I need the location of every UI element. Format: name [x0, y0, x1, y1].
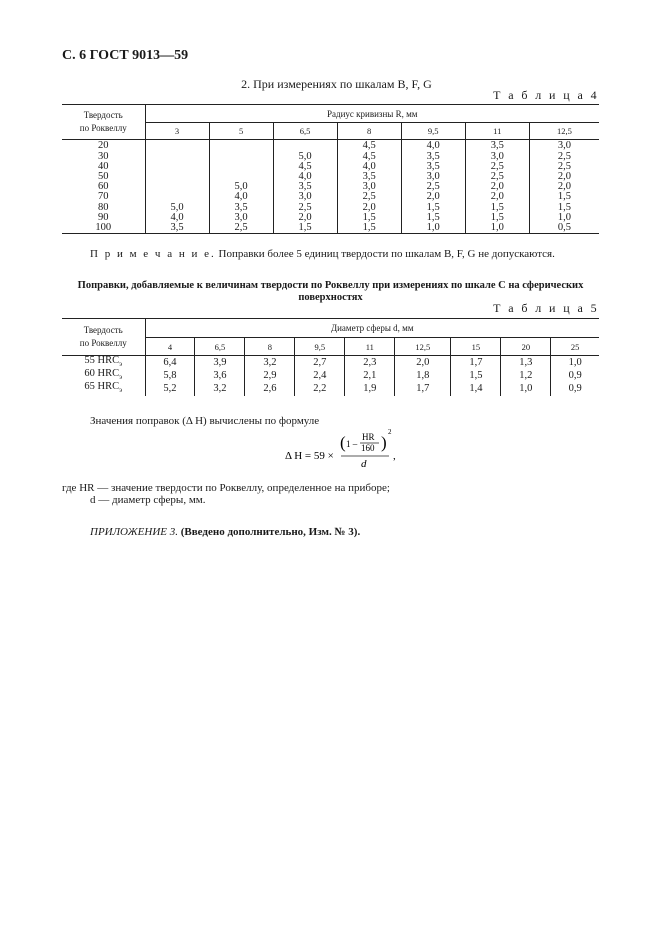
- table4-cell: 1,5: [273, 223, 337, 234]
- table-row: [62, 172, 599, 182]
- table5-cell: 1,7: [395, 382, 451, 395]
- table5-row-header: Твердость по Роквеллу: [62, 319, 145, 356]
- table-4: [62, 104, 599, 234]
- table5-cell: 1,0: [568, 356, 582, 368]
- formula-lhs: Δ H = 59 ×: [285, 450, 334, 462]
- table5-row-hr: [62, 382, 145, 395]
- table4-cell: [145, 152, 209, 162]
- table5-cell: 2,7: [295, 356, 345, 370]
- table4-cell: 2,0: [557, 181, 571, 193]
- table-5: [62, 318, 599, 396]
- table5-label: Т а б л и ц а 5: [493, 301, 599, 315]
- formula-power: 2: [388, 428, 392, 436]
- table4-cell: 2,0: [273, 213, 337, 223]
- formula-inner-den: 160: [361, 443, 375, 453]
- table-row: [62, 203, 599, 213]
- table4-cell: 2,5: [465, 162, 529, 172]
- table4-cell: 1,5: [465, 213, 529, 223]
- table4-cell: 2,5: [209, 223, 273, 234]
- table5-group-header: Диаметр сферы d, мм: [145, 319, 599, 338]
- table5-col-header: 12,5: [395, 338, 451, 356]
- table5-cell: 2,1: [345, 369, 395, 382]
- table5-cell: 1,5: [451, 369, 501, 382]
- table4-cell: 3,0: [401, 172, 465, 182]
- table4-cell: 2,5: [273, 203, 337, 213]
- table4-col-header: 3: [145, 123, 209, 140]
- table-row: [62, 369, 599, 382]
- table5-cell: 2,0: [395, 356, 451, 370]
- table4-label: Т а б л и ц а 4: [493, 88, 599, 102]
- table4-cell: 3,5: [465, 140, 529, 152]
- table-row: [62, 382, 599, 395]
- table4-cell: 2,5: [337, 192, 401, 202]
- table4-cell: 1,5: [401, 203, 465, 213]
- table5-cell: 1,0: [501, 382, 551, 395]
- table4-cell: 2,0: [465, 192, 529, 202]
- table4-row-header: Твердость по Роквеллу: [62, 105, 145, 140]
- table-row: [62, 356, 599, 370]
- table4-cell: 3,5: [337, 172, 401, 182]
- table4-cell: [145, 172, 209, 182]
- table4-row-hr: 100: [62, 223, 145, 234]
- formula-paren-close: ): [381, 433, 387, 452]
- table-row: [62, 152, 599, 162]
- table4-cell: 1,5: [465, 203, 529, 213]
- table5-row-hr-label: 65 HRC: [84, 381, 120, 393]
- table4-col-header: 6,5: [273, 123, 337, 140]
- table-row: [62, 140, 599, 152]
- table5-cell: 5,2: [145, 382, 195, 395]
- table4-cell: [145, 140, 209, 152]
- table5-cell: 0,9: [568, 382, 582, 394]
- table5-cell: 1,9: [345, 382, 395, 395]
- table5-cell: 2,6: [245, 382, 295, 395]
- table4-cell: 0,5: [557, 221, 571, 233]
- table5-row-hr-sub: э: [119, 360, 123, 368]
- table4-cell: 4,0: [209, 192, 273, 202]
- table4-cell: 3,0: [273, 192, 337, 202]
- table4-col-header: 12,5: [556, 126, 572, 136]
- table4-cell: 4,0: [145, 213, 209, 223]
- table4-cell: 2,5: [557, 160, 571, 172]
- table4-col-header: 9,5: [401, 123, 465, 140]
- table4-cell: 4,0: [401, 140, 465, 152]
- table5-cell: 2,2: [295, 382, 345, 395]
- table4-row-hr: 40: [62, 162, 145, 172]
- table4-col-header: 11: [465, 123, 529, 140]
- formula-svg: [285, 428, 415, 476]
- appendix-note: ПРИЛОЖЕНИЕ 3. (Введено дополнительно, Изм. № 3).: [90, 526, 361, 538]
- table4-cell: 3,5: [401, 152, 465, 162]
- table5-col-header: 25: [570, 341, 580, 352]
- formula-paren-open: (: [340, 433, 346, 452]
- table4-cell: 2,5: [401, 182, 465, 192]
- table5-title: Поправки, добавляемые к величинам твердости по Роквеллу при измерениях по шкале С на сферических поверхностях: [77, 280, 584, 303]
- table4-cell: 2,0: [337, 203, 401, 213]
- table4-cell: 3,0: [465, 152, 529, 162]
- table5-cell: 2,3: [345, 356, 395, 370]
- table4-row-hr: 30: [62, 152, 145, 162]
- table5-col-header: 8: [245, 338, 295, 356]
- table4-cell: 4,5: [273, 162, 337, 172]
- table5-row-hr-sub: э: [119, 386, 123, 395]
- table5-cell: 3,6: [195, 369, 245, 382]
- table5-cell: 0,9: [568, 369, 582, 381]
- table4-cell: 1,5: [557, 201, 571, 213]
- table5-row-hr-label: 60 HRC: [84, 368, 120, 380]
- table5-row-hr-sub: э: [119, 373, 123, 382]
- table5-row-hr-label: 55 HRC: [84, 355, 120, 366]
- formula-inner-num: HR: [362, 432, 375, 442]
- table4-row-hr: 90: [62, 213, 145, 223]
- table5-col-header: 6,5: [195, 338, 245, 356]
- table5-cell: 5,8: [145, 369, 195, 382]
- table5-cell: 3,2: [245, 356, 295, 370]
- formula-tail: ,: [393, 450, 396, 462]
- table5-cell: 1,7: [451, 356, 501, 370]
- table-row: [62, 213, 599, 223]
- table4-cell: 1,5: [401, 213, 465, 223]
- table4-cell: 4,5: [337, 152, 401, 162]
- table4-cell: 2,5: [557, 150, 571, 162]
- formula-one: 1 –: [346, 439, 358, 449]
- table5-cell: 3,2: [195, 382, 245, 395]
- formula: [285, 428, 415, 479]
- table4-cell: [209, 140, 273, 152]
- table4-row-hr: 50: [62, 172, 145, 182]
- table-row: [62, 162, 599, 172]
- table5-cell: 6,4: [145, 356, 195, 370]
- table5-col-header: 15: [451, 338, 501, 356]
- table4-cell: 1,0: [465, 223, 529, 234]
- table4-cell: 4,0: [273, 172, 337, 182]
- table5-cell: 1,4: [451, 382, 501, 395]
- table4-cell: [145, 162, 209, 172]
- table4-cell: 1,0: [557, 211, 571, 223]
- table4-cell: [145, 182, 209, 192]
- page-header: С. 6 ГОСТ 9013—59: [62, 48, 189, 63]
- table4-cell: 1,5: [337, 223, 401, 234]
- table4-col-header: 8: [337, 123, 401, 140]
- table4-cell: 2,0: [557, 170, 571, 182]
- table5-cell: 2,4: [295, 369, 345, 382]
- table-row: [62, 192, 599, 202]
- table4-cell: [209, 152, 273, 162]
- table4-cell: 2,5: [465, 172, 529, 182]
- table-row: [62, 182, 599, 192]
- table4-cell: 5,0: [145, 203, 209, 213]
- table4-cell: 3,5: [273, 182, 337, 192]
- table4-cell: [273, 140, 337, 152]
- table5-cell: 1,8: [395, 369, 451, 382]
- table4-cell: 1,5: [337, 213, 401, 223]
- table4-cell: [209, 162, 273, 172]
- table4-cell: 1,5: [557, 191, 571, 203]
- table5-row-hr: [62, 356, 145, 370]
- table5-cell: 1,3: [501, 356, 551, 370]
- table4-cell: 5,0: [273, 152, 337, 162]
- table5-cell: 1,2: [501, 369, 551, 382]
- table4-cell: 2,0: [465, 182, 529, 192]
- table4-cell: 3,0: [337, 182, 401, 192]
- table4-row-hr: 60: [62, 182, 145, 192]
- formula-intro: Значения поправок (Δ H) вычислены по формуле: [90, 415, 320, 427]
- table4-row-hr: 70: [62, 192, 145, 202]
- table5-col-header: 9,5: [295, 338, 345, 356]
- table4-note: П р и м е ч а н и е. Поправки более 5 единиц твердости по шкалам B, F, G не допускаются.: [90, 248, 555, 260]
- table4-col-header: 5: [209, 123, 273, 140]
- table5-col-header: 11: [345, 338, 395, 356]
- table4-cell: 3,0: [209, 213, 273, 223]
- table4-row-hr: 20: [62, 140, 145, 152]
- table5-col-header: 20: [501, 338, 551, 356]
- where-line-1: где HR — значение твердости по Роквеллу, определенное на приборе;: [62, 482, 390, 494]
- table4-cell: [145, 192, 209, 202]
- section-title: 2. При измерениях по шкалам B, F, G: [241, 77, 432, 91]
- table5-col-header: 4: [145, 338, 195, 356]
- where-line-2: d — диаметр сферы, мм.: [90, 494, 206, 506]
- table4-cell: 4,0: [337, 162, 401, 172]
- table4-cell: 3,5: [209, 203, 273, 213]
- table5-cell: 3,9: [195, 356, 245, 370]
- table5-cell: 2,9: [245, 369, 295, 382]
- table4-row-hr: 80: [62, 203, 145, 213]
- table4-cell: 3,5: [145, 223, 209, 234]
- table4-cell: 1,0: [401, 223, 465, 234]
- table4-group-header: Радиус кривизны R, мм: [145, 105, 599, 123]
- formula-den: d: [361, 458, 367, 470]
- table4-cell: 3,0: [557, 139, 571, 151]
- table4-cell: 4,5: [337, 140, 401, 152]
- table4-cell: 2,0: [401, 192, 465, 202]
- table4-cell: 3,5: [401, 162, 465, 172]
- table-row: [62, 223, 599, 234]
- table4-cell: 5,0: [209, 182, 273, 192]
